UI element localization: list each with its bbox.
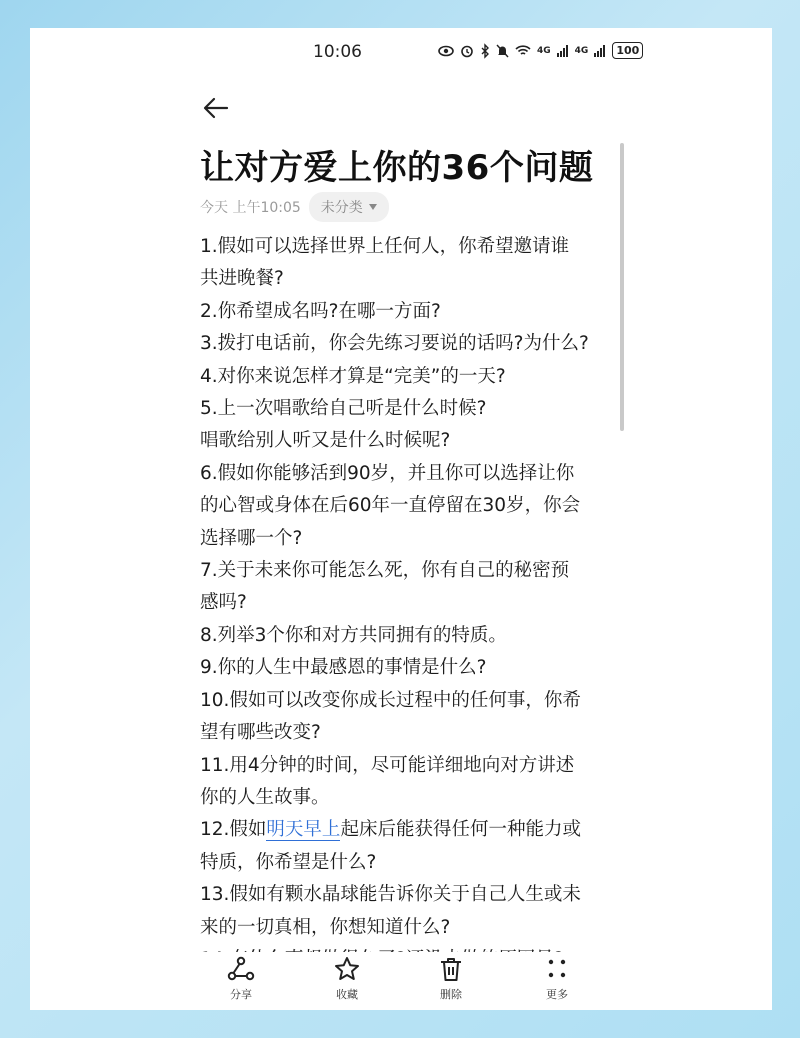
bottom-toolbar — [30, 952, 772, 1010]
note-date: 今天 上午10:05 — [200, 200, 301, 216]
note-line: 共进晚餐? — [200, 268, 284, 290]
delete-button[interactable] — [421, 956, 481, 1002]
arrow-left-icon — [200, 92, 232, 124]
note-body[interactable] — [200, 231, 610, 957]
phone-screen — [30, 28, 772, 1010]
note-line: 4.对你来说怎样才算是“完美”的一天? — [200, 365, 506, 387]
share-button[interactable] — [211, 956, 271, 1002]
note-line: 唱歌给别人听又是什么时候呢? — [200, 430, 451, 452]
mute-bell-icon — [496, 44, 509, 58]
line-12-prefix: 12.假如 — [200, 819, 267, 841]
note-line: 你的人生故事。 — [200, 786, 330, 808]
note-meta — [200, 192, 389, 222]
status-icons — [438, 42, 643, 59]
signal-bars-icon — [594, 45, 606, 57]
note-line: 2.你希望成名吗?在哪一方面? — [200, 300, 441, 322]
note-line: 感吗? — [200, 592, 247, 614]
date-link[interactable]: 明天早上 — [266, 819, 341, 841]
favorite-button[interactable] — [317, 956, 377, 1002]
note-line: 7.关于未来你可能怎么死，你有自己的秘密预 — [200, 560, 570, 582]
note-line: 3.拨打电话前，你会先练习要说的话吗?为什么? — [200, 333, 589, 355]
signal-bars-icon — [557, 45, 569, 57]
category-label: 未分类 — [320, 200, 363, 216]
line-12-suffix: 起床后能获得任何一种能力或 — [340, 819, 581, 841]
status-bar — [30, 28, 772, 80]
signal-label-2: 4G — [574, 45, 589, 56]
note-line: 8.列举3个你和对方共同拥有的特质。 — [200, 624, 507, 646]
note-line: 1.假如可以选择世界上任何人，你希望邀请谁 — [200, 236, 570, 257]
note-line: 9.你的人生中最感恩的事情是什么? — [200, 657, 487, 679]
more-dots-icon — [543, 956, 571, 982]
note-line: 13.假如有颗水晶球能告诉你关于自己人生或未 — [200, 884, 581, 906]
share-label: 分享 — [230, 988, 252, 1001]
note-line: 来的一切真相，你想知道什么? — [200, 916, 451, 938]
signal-label-1: 4G — [537, 45, 551, 56]
alarm-icon — [460, 44, 474, 58]
note-line: 10.假如可以改变你成长过程中的任何事，你希 — [200, 689, 581, 711]
note-line: 11.用4分钟的时间，尽可能详细地向对方讲述 — [200, 754, 575, 776]
more-button[interactable] — [527, 956, 587, 1002]
more-label: 更多 — [546, 988, 568, 1001]
battery-icon: 100 — [612, 42, 643, 59]
status-time: 10:06 — [313, 42, 362, 62]
favorite-label: 收藏 — [336, 988, 358, 1001]
back-button[interactable] — [200, 92, 232, 124]
wifi-icon — [515, 45, 531, 57]
share-icon — [227, 956, 255, 982]
trash-icon — [437, 956, 465, 982]
note-line-12 — [200, 814, 610, 846]
note-line: 5.上一次唱歌给自己听是什么时候? — [200, 398, 487, 420]
delete-label: 删除 — [440, 988, 462, 1001]
star-icon — [333, 956, 361, 982]
note-line: 特质，你希望是什么? — [200, 851, 377, 873]
category-dropdown[interactable] — [309, 192, 389, 222]
note-line: 望有哪些改变? — [200, 722, 321, 744]
note-line: 选择哪一个? — [200, 527, 303, 549]
caret-down-icon — [369, 204, 377, 210]
note-title[interactable]: 让对方爱上你的36个问题 — [200, 148, 594, 188]
scrollbar[interactable] — [620, 143, 624, 431]
note-line: 的心智或身体在后60年一直停留在30岁，你会 — [200, 495, 581, 517]
note-line: 6.假如你能够活到90岁，并且你可以选择让你 — [200, 462, 575, 484]
eye-icon — [438, 45, 454, 57]
bluetooth-icon — [480, 44, 490, 58]
